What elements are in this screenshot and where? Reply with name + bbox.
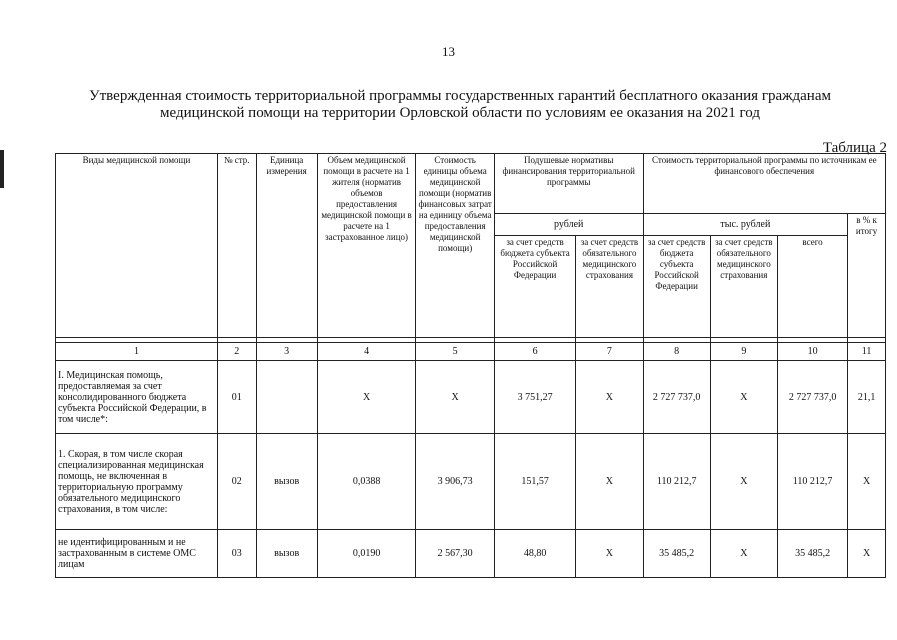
row-c-total: 110 212,7 — [777, 434, 847, 530]
row-line: 02 — [217, 434, 256, 530]
header-rubles: рублей — [494, 214, 643, 236]
row-c-oms: X — [710, 361, 777, 434]
row-pc-oms: X — [576, 434, 643, 530]
row-c-budget: 110 212,7 — [643, 434, 710, 530]
header-c-oms: за счет средств обязательного медицинского страхования — [710, 236, 777, 338]
header-c-total: всего — [777, 236, 847, 338]
row-line: 03 — [217, 530, 256, 578]
row-c-total: 35 485,2 — [777, 530, 847, 578]
header-line-no: № стр. — [217, 154, 256, 338]
column-number: 6 — [494, 343, 575, 361]
column-number: 1 — [56, 343, 218, 361]
header-cost-unit: Стоимость единицы объема медицинской помощи (норматив финансовых затрат на единицу объема предоставления медицинской помощи) — [416, 154, 494, 338]
column-number: 7 — [576, 343, 643, 361]
column-number: 4 — [317, 343, 416, 361]
row-volume: 0,0190 — [317, 530, 416, 578]
column-number: 10 — [777, 343, 847, 361]
row-c-budget: 2 727 737,0 — [643, 361, 710, 434]
header-c-budget: за счет средств бюджета субъекта Российской Федерации — [643, 236, 710, 338]
row-cost: 2 567,30 — [416, 530, 494, 578]
table-row — [56, 530, 886, 578]
row-c-budget: 35 485,2 — [643, 530, 710, 578]
row-cost: X — [416, 361, 494, 434]
row-pc-budget: 3 751,27 — [494, 361, 575, 434]
table-row — [56, 434, 886, 530]
row-percent: 21,1 — [848, 361, 886, 434]
row-line: 01 — [217, 361, 256, 434]
row-volume: X — [317, 361, 416, 434]
document-title: Утвержденная стоимость территориальной программы государственных гарантий бесплатного оказания гражданам медицинской помощи на территории Орловской области по условиям ее оказания на 2021 год — [89, 88, 831, 121]
table-label: Таблица 2 — [822, 140, 887, 156]
row-name: не идентифицированным и не застрахованным в системе ОМС лицам — [56, 530, 218, 578]
scan-edge-mark — [0, 150, 4, 188]
row-unit: вызов — [256, 434, 317, 530]
column-number: 5 — [416, 343, 494, 361]
header-thousand-rubles: тыс. рублей — [643, 214, 848, 236]
row-c-total: 2 727 737,0 — [777, 361, 847, 434]
header-pc-oms: за счет средств обязательного медицинского страхования — [576, 236, 643, 338]
row-pc-budget: 48,80 — [494, 530, 575, 578]
column-number-row — [56, 343, 886, 361]
column-number: 11 — [848, 343, 886, 361]
table-row — [56, 361, 886, 434]
page-number: 13 — [442, 44, 455, 59]
row-pc-oms: X — [576, 530, 643, 578]
header-unit: Единица измерения — [256, 154, 317, 338]
header-percent-total: в % к итогу — [848, 214, 886, 338]
row-cost: 3 906,73 — [416, 434, 494, 530]
row-pc-oms: X — [576, 361, 643, 434]
row-percent: X — [848, 530, 886, 578]
column-number: 9 — [710, 343, 777, 361]
row-c-oms: X — [710, 434, 777, 530]
row-c-oms: X — [710, 530, 777, 578]
row-unit — [256, 361, 317, 434]
row-name: 1. Скорая, в том числе скорая специализированная медицинская помощь, не включенная в территориальную программу обязательного медицинского страхования, в том числе: — [56, 434, 218, 530]
header-program-cost: Стоимость территориальной программы по источникам ее финансового обеспечения — [643, 154, 885, 214]
column-number: 2 — [217, 343, 256, 361]
cost-table — [55, 153, 886, 578]
row-name: I. Медицинская помощь, предоставляемая за счет консолидированного бюджета субъекта Российской Федерации, в том числе*: — [56, 361, 218, 434]
row-volume: 0,0388 — [317, 434, 416, 530]
header-kinds: Виды медицинской помощи — [56, 154, 218, 338]
row-percent: X — [848, 434, 886, 530]
column-number: 8 — [643, 343, 710, 361]
row-pc-budget: 151,57 — [494, 434, 575, 530]
row-unit: вызов — [256, 530, 317, 578]
header-pc-budget: за счет средств бюджета субъекта Российской Федерации — [494, 236, 575, 338]
column-number: 3 — [256, 343, 317, 361]
header-per-capita: Подушевые нормативы финансирования территориальной программы — [494, 154, 643, 214]
header-volume: Объем медицинской помощи в расчете на 1 жителя (норматив объемов предоставления медицинской помощи в расчете на 1 застрахованное лицо) — [317, 154, 416, 338]
